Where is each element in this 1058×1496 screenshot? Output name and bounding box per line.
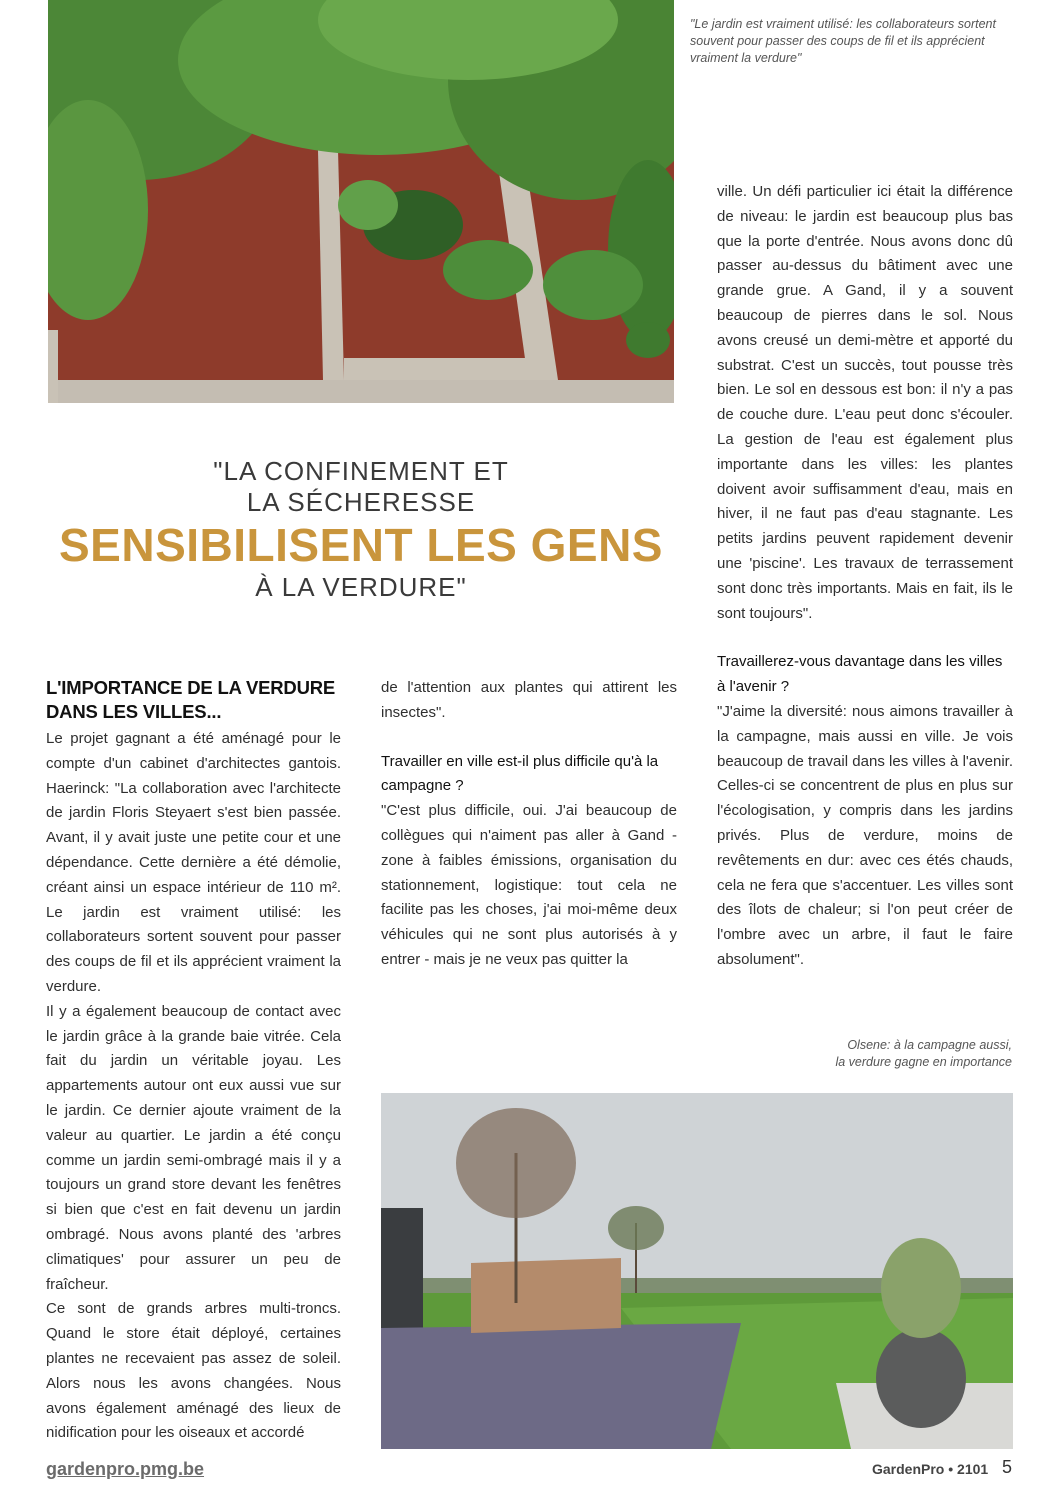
col1-paragraph-3: Ce sont de grands arbres multi-troncs. Quand le store était déployé, certaines plantes ne recevaient pas assez de soleil. Alors nous les avons changées. Nous avons également aménagé des lieux de nidification pour les oiseaux et accordé — [46, 1300, 341, 1442]
photo-city-garden — [48, 0, 674, 403]
pull-quote-line-2: LA SÉCHERESSE — [246, 487, 476, 517]
col3-paragraph-1: ville. Un défi particulier ici était la différence de niveau: le jardin est beaucoup plus bas que la porte d'entrée. Nous avons donc dû passer au-dessus du bâtiment avec une grande grue. A Gand, il y a souvent beaucoup de pierres dans le sol. Nous avons creusé un demi-mètre et apporté du substrat. C'est un succès, tout pousse très bien. Le sol en dessous est bon: il n'y a pas de couche dure. L'eau peut donc s'écouler. La gestion de l'eau est également plus importante dans les villes: les plantes doivent avoir suffisamment d'eau, mais en hiver, il ne faut pas d'eau stagnante. Les petits jardins peuvent rapidement devenir une 'piscine'. Les travaux de terrassement sont donc très importants. Mais en fait, ils le sont toujours". — [717, 183, 1013, 622]
photo-countryside-garden — [381, 1093, 1013, 1449]
col1-paragraph-1: Le projet gagnant a été aménagé pour le compte d'un cabinet d'architectes gantois. Haerinck: "La collaboration avec l'architecte de jardin Floris Steyaert s'est bien passée. Avant, il y avait juste une petite cour et une dépendance. Cette dernière a été démolie, créant ainsi un espace intérieur de 110 m². Le jardin est vraiment utilisé: les collaborateurs sortent souvent pour passer des coups de fil et ils apprécient vraiment la verdure. — [46, 730, 341, 995]
photo-caption-bottom — [760, 1037, 1012, 1071]
section-heading: L'IMPORTANCE DE LA VERDURE DANS LES VILLES... — [46, 677, 336, 722]
article-column-1 — [46, 676, 341, 1446]
footer-magazine-issue: GardenPro • 2101 — [872, 1461, 989, 1477]
article-column-3 — [717, 180, 1013, 973]
col2-paragraph-2: "C'est plus difficile, oui. J'ai beaucoup de collègues qui n'aiment pas aller à Gand - zone à faibles émissions, organisation du stationnement, logistique: tout cela ne facilite pas les choses, j'ai moi-même deux véhicules qui ne sont plus autorisés à y entrer - mais je ne veux pas quitter la — [381, 802, 677, 968]
col1-paragraph-2: Il y a également beaucoup de contact avec le jardin grâce à la grande baie vitrée. Cela fait du jardin un véritable joyau. Les appartements autour ont eux aussi vue sur le jardin. Ce dernier ajoute vraiment de la valeur au quartier. Le jardin a été conçu comme un jardin semi-ombragé mais il y a toujours un grand store devant les fenêtres si bien que c'est en fait devenu un jardin ombragé. Nous avons planté des 'arbres climatiques' pour assurer un peu de fraîcheur. — [46, 1002, 341, 1293]
pull-quote-line-1: "LA CONFINEMENT ET — [213, 456, 509, 486]
photo-caption-top: "Le jardin est vraiment utilisé: les collaborateurs sortent souvent pour passer des coups de fil et ils apprécient vraiment la verdure" — [690, 17, 996, 65]
caption-bottom-line-2: la verdure gagne en importance — [835, 1055, 1012, 1069]
city-garden-illustration — [48, 0, 674, 403]
interview-question-1: Travailler en ville est-il plus difficile qu'à la campagne ? — [381, 752, 659, 795]
col3-paragraph-2: "J'aime la diversité: nous aimons travailler à la campagne, mais aussi en ville. Je vois beaucoup de travail dans les villes à l'avenir. Celles-ci se concentrent de plus en plus sur l'écologisation, y compris dans les jardins privés. Plus de verdure, moins de revêtements en dur: avec ces étés chauds, cela ne fera que s'accentuer. Les villes sont des îlots de chaleur; si l'on peut créer de l'ombre avec un arbre, il faut le faire absolument". — [717, 702, 1013, 968]
interview-question-2: Travaillerez-vous davantage dans les villes à l'avenir ? — [717, 653, 1003, 696]
pull-quote-highlight: SENSIBILISENT LES GENS — [59, 519, 663, 571]
page-number: 5 — [1002, 1457, 1013, 1477]
footer-website-link[interactable]: gardenpro.pmg.be — [46, 1459, 205, 1479]
pull-quote — [48, 456, 674, 603]
countryside-garden-illustration — [381, 1093, 1013, 1449]
pull-quote-line-4: À LA VERDURE" — [255, 572, 467, 602]
caption-bottom-line-1: Olsene: à la campagne aussi, — [847, 1038, 1012, 1052]
article-column-2 — [381, 676, 677, 973]
col2-paragraph-1: de l'attention aux plantes qui attirent les insectes". — [381, 679, 677, 721]
